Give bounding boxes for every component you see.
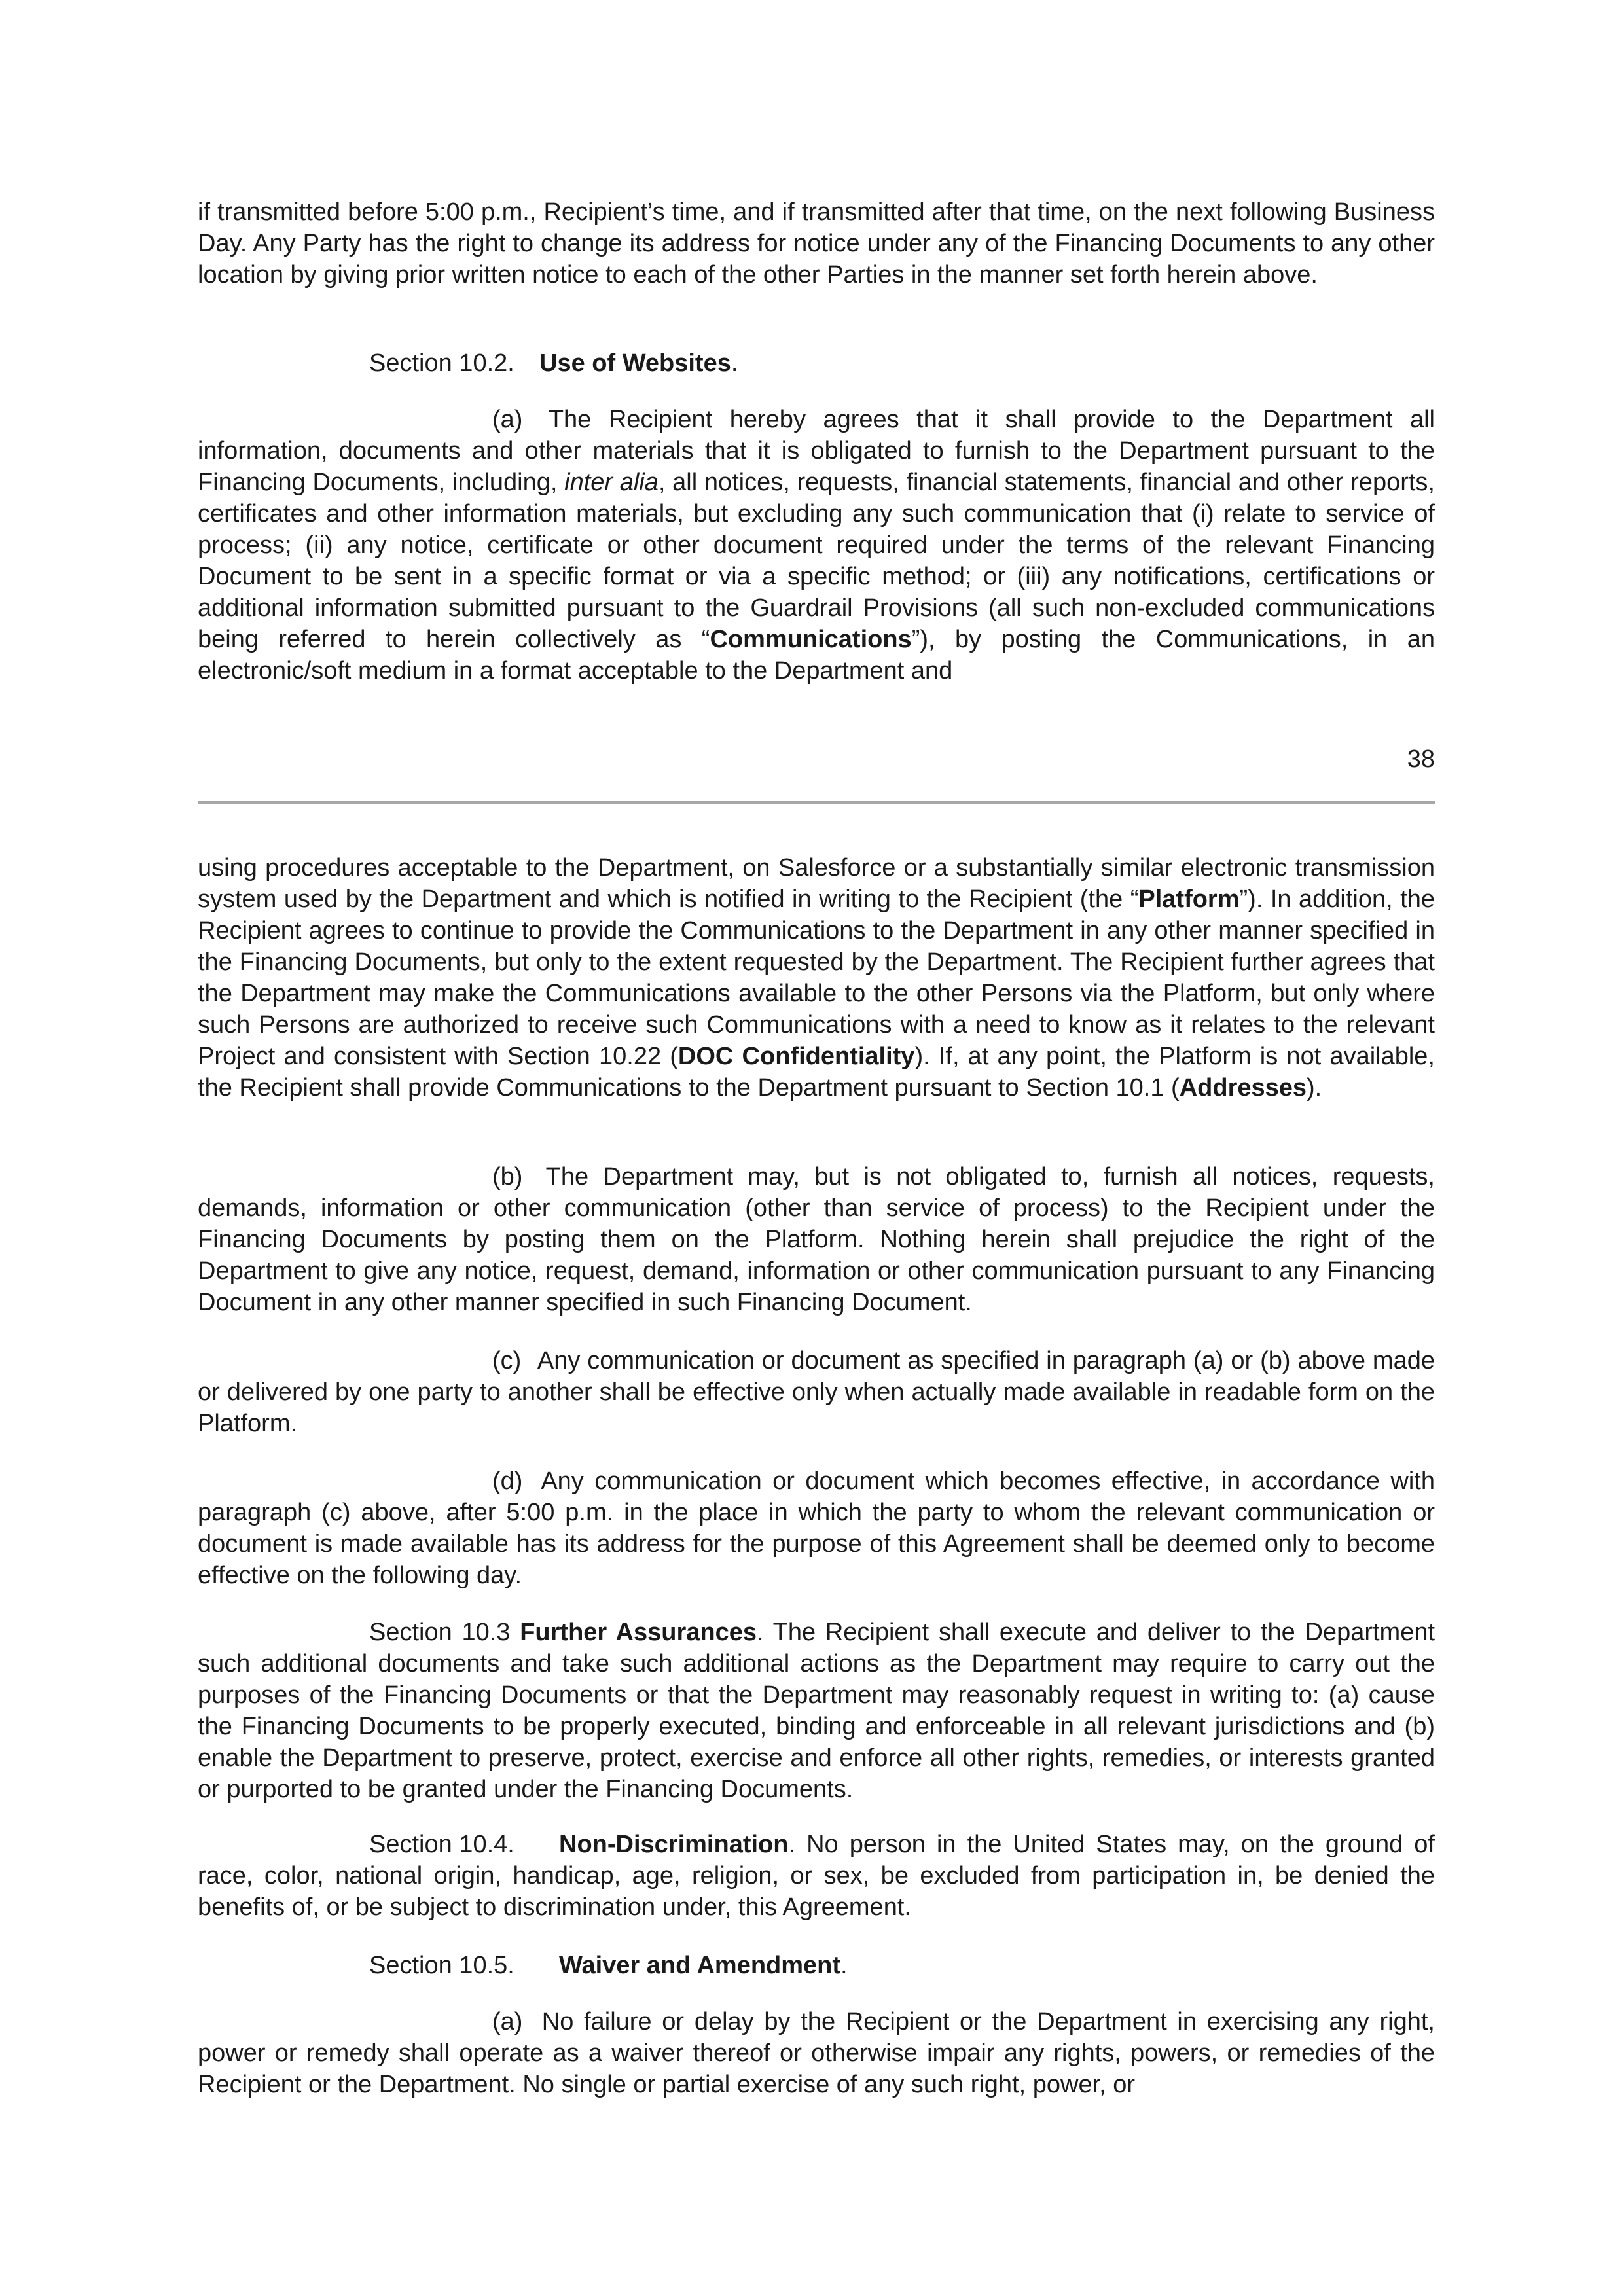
page-number: 38 bbox=[1407, 745, 1435, 773]
paragraph-text: No failure or delay by the Recipient or the Department in exercising any right, power or remedy shall operate as a waiver thereof or otherwise impair any rights, powers, or remedies of the Recipient or the Department. No single or partial exercise of any such right, power, or bbox=[198, 2008, 1435, 2098]
carryover-paragraph bbox=[198, 196, 1435, 291]
paragraph-text-2: , all notices, requests, financial statements, financial and other reports, certificates and other information materials, but excluding any such communication that (i) relate to service of process; (ii) any notice, certificate or other document required under the terms of the relevant Financing Document to be sent in a specific format or via a specific method; or (iii) any notifications, certifications or additional information submitted pursuant to the Guardrail Provisions (all such non-excluded communications being referred to herein collectively as “ bbox=[198, 469, 1435, 653]
section-number: Section 10.5. bbox=[369, 1952, 514, 1979]
reference-addresses: Addresses bbox=[1179, 1074, 1307, 1102]
section-number: Section 10.2. bbox=[369, 350, 514, 377]
section-10-5-heading bbox=[198, 1950, 1435, 1981]
section-text: . No person in the United States may, on the ground of race, color, national origin, handicap, age, religion, or sex, be excluded from participation in, be denied the benefits of, or be subject to discrimination under, this Agreement. bbox=[198, 1831, 1435, 1921]
section-10-2-a-paragraph bbox=[198, 404, 1435, 687]
section-10-2-c-paragraph bbox=[198, 1345, 1435, 1439]
section-title-punct: . bbox=[731, 350, 738, 377]
section-10-5-a-paragraph bbox=[198, 2006, 1435, 2100]
section-text: . The Recipient shall execute and deliver to the Department such additional documents and take such additional actions as the Department may require to carry out the purposes of the Financing Documents or that the Department may reasonably request in writing to: (a) cause the Financing Documents to be properly executed, binding and enforceable in all relevant jurisdictions and (b) enable the Department to preserve, protect, exercise and enforce all other rights, remedies, or interests granted or purported to be granted under the Financing Documents. bbox=[198, 1619, 1435, 1803]
section-number: Section 10.3 bbox=[369, 1619, 511, 1646]
paragraph-label: (b) bbox=[492, 1163, 523, 1191]
section-title: Non-Discrimination bbox=[559, 1831, 789, 1858]
paragraph-label: (d) bbox=[492, 1467, 523, 1495]
carryover-text: if transmitted before 5:00 p.m., Recipient’s time, and if transmitted after that time, on the next following Business Day. Any Party has the right to change its address for notice under any of the Financing Documents to any other location by giving prior written notice to each of the other Parties in the manner set forth herein above. bbox=[198, 198, 1435, 289]
page-divider bbox=[198, 801, 1435, 804]
section-title: Waiver and Amendment bbox=[559, 1952, 841, 1979]
section-10-2-heading bbox=[198, 348, 1435, 379]
section-title-punct: . bbox=[840, 1952, 848, 1979]
paragraph-text: The Department may, but is not obligated to, furnish all notices, requests, demands, information or other communication (other than service of process) to the Recipient under the Financing Documents by posting them on the Platform. Nothing herein shall prejudice the right of the Department to give any notice, request, demand, information or other communication pursuant to any Financing Document in any other manner specified in such Financing Document. bbox=[198, 1163, 1435, 1316]
section-10-4-paragraph bbox=[198, 1829, 1435, 1923]
platform-paragraph bbox=[198, 852, 1435, 1103]
italic-term: inter alia bbox=[564, 469, 659, 496]
section-title: Further Assurances bbox=[520, 1619, 757, 1646]
section-title: Use of Websites bbox=[539, 350, 731, 377]
paragraph-label: (a) bbox=[492, 2008, 523, 2036]
section-10-2-d-paragraph bbox=[198, 1465, 1435, 1591]
platform-text-1: using procedures acceptable to the Department, on Salesforce or a substantially similar electronic transmission system used by the Department and which is notified in writing to the Recipient (the “ bbox=[198, 854, 1435, 913]
defined-term-platform: Platform bbox=[1138, 886, 1240, 913]
section-number: Section 10.4. bbox=[369, 1831, 514, 1858]
reference-doc-confidentiality: DOC Confidentiality bbox=[677, 1043, 915, 1070]
section-10-3-paragraph bbox=[198, 1617, 1435, 1805]
paragraph-label: (c) bbox=[492, 1347, 522, 1374]
paragraph-text-1: The Recipient hereby agrees that it shall provide to the Department all information, documents and other materials that it is obligated to furnish to the Department pursuant to the Financing Documents, including, bbox=[198, 406, 1435, 496]
defined-term-communications: Communications bbox=[710, 626, 912, 653]
paragraph-text-3: ”), by posting the Communications, in an electronic/soft medium in a format acceptable to the Department and bbox=[198, 626, 1435, 685]
paragraph-label: (a) bbox=[492, 406, 523, 433]
platform-text-3: ). If, at any point, the Platform is not available, the Recipient shall provide Communications to the Department pursuant to Section 10.1 ( bbox=[198, 1043, 1435, 1102]
platform-text-2: ”). In addition, the Recipient agrees to continue to provide the Communications to the Department in any other manner specified in the Financing Documents, but only to the extent requested by the Department. The Recipient further agrees that the Department may make the Communications available to the other Persons via the Platform, but only where such Persons are authorized to receive such Communications with a need to know as it relates to the relevant Project and consistent with Section 10.22 ( bbox=[198, 886, 1435, 1070]
section-10-2-b-paragraph bbox=[198, 1161, 1435, 1318]
paragraph-text: Any communication or document as specified in paragraph (a) or (b) above made or delivered by one party to another shall be effective only when actually made available in readable form on the Platform. bbox=[198, 1347, 1435, 1437]
paragraph-text: Any communication or document which becomes effective, in accordance with paragraph (c) above, after 5:00 p.m. in the place in which the party to whom the relevant communication or document is made available has its address for the purpose of this Agreement shall be deemed only to become effective on the following day. bbox=[198, 1467, 1435, 1589]
platform-text-4: ). bbox=[1307, 1074, 1322, 1102]
